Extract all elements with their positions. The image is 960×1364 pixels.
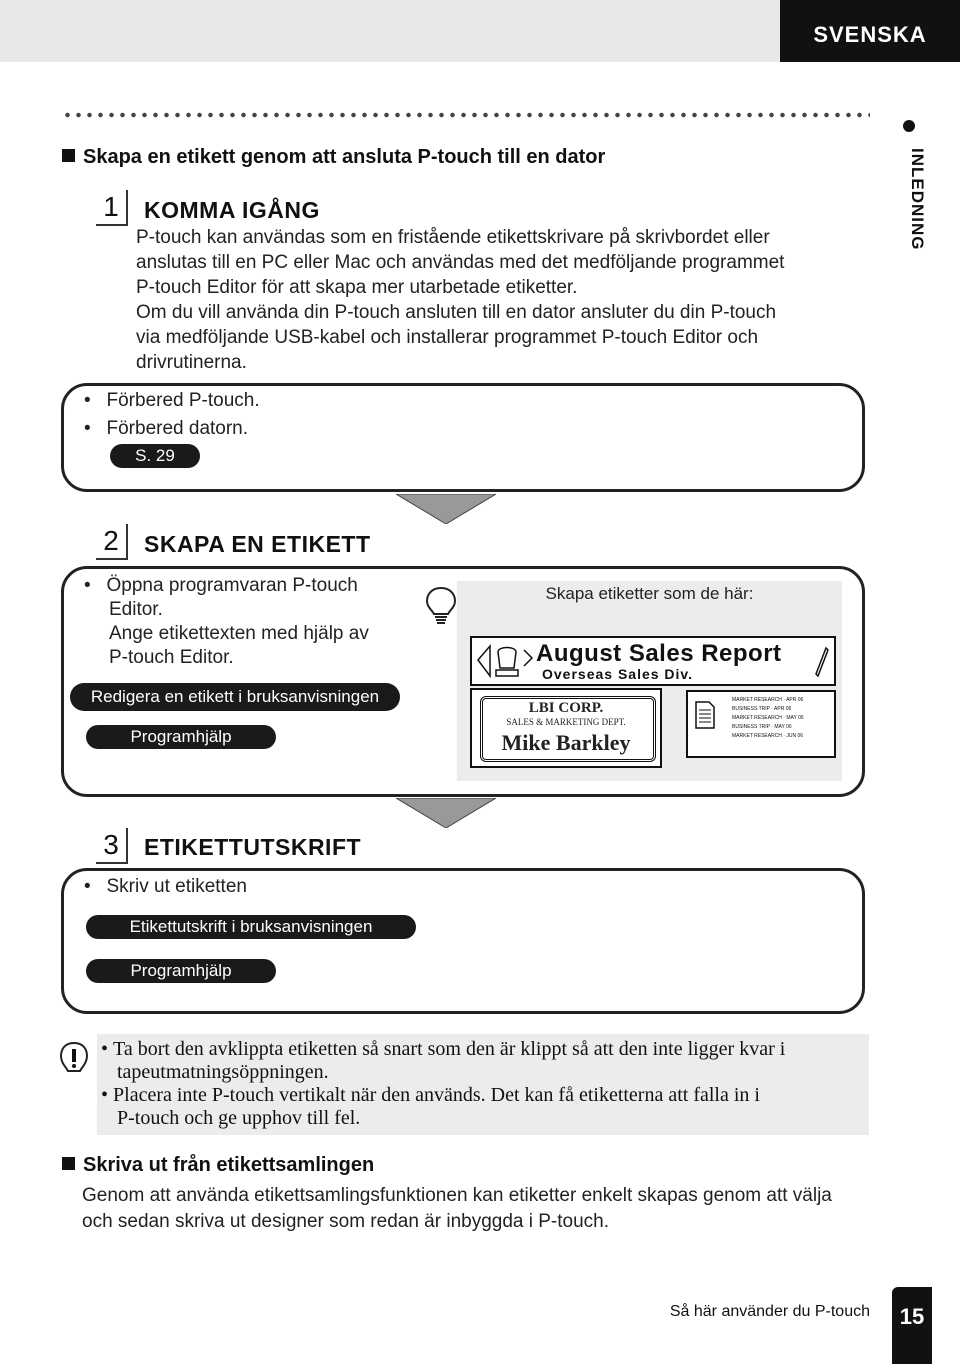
caution-item-cont: tapeutmatningsöppningen.: [117, 1061, 329, 1083]
sample-label-report: [470, 636, 836, 686]
step-number: 2: [96, 524, 128, 560]
text-line: drivrutinerna.: [136, 352, 247, 373]
sample-label-sub: Overseas Sales Div.: [542, 666, 694, 682]
file-label-row: MARKET RESEARCH · MAY 06: [732, 715, 804, 721]
square-bullet-icon: [62, 149, 75, 162]
text-line: via medföljande USB-kabel och installerar programmet P-touch Editor och: [136, 327, 759, 348]
file-label-rows: [732, 696, 804, 741]
side-tab-label: INLEDNING: [908, 148, 927, 251]
warning-icon: [58, 1041, 90, 1084]
section-title: Skapa en etikett genom att ansluta P-touch till en dator: [83, 146, 606, 168]
text-line: Om du vill använda din P-touch ansluten till en dator ansluter du din P-touch: [136, 302, 777, 323]
dotted-divider: [62, 111, 870, 119]
footer-title: Så här använder du P-touch: [669, 1303, 870, 1320]
section2-description: [82, 1183, 882, 1235]
sample-label-file: [686, 690, 836, 758]
help-ref-badge[interactable]: Programhjälp: [86, 725, 276, 749]
step-title: SKAPA EN ETIKETT: [144, 531, 371, 557]
page-number: 15: [892, 1287, 932, 1364]
manual-ref-badge[interactable]: Redigera en etikett i bruksanvisningen: [70, 683, 400, 711]
trophy-icon: [476, 642, 536, 680]
lightbulb-icon: [424, 586, 458, 631]
bullet-item: • Skriv ut etiketten: [84, 876, 247, 897]
caution-item-cont: P-touch och ge upphov till fel.: [117, 1107, 361, 1129]
nametag-name: Mike Barkley: [501, 730, 631, 755]
text-line: och sedan skriva ut designer som redan är inbyggda i P-touch.: [82, 1211, 610, 1232]
step1-description: [136, 225, 876, 375]
section-title: Skriva ut från etikettsamlingen: [83, 1154, 375, 1176]
section-heading-collection: [62, 1154, 374, 1177]
step-title: ETIKETTUTSKRIFT: [144, 834, 362, 860]
page-ref-badge[interactable]: S. 29: [110, 444, 200, 468]
file-label-row: MARKET RESEARCH · JUN 06: [732, 733, 804, 739]
file-label-row: BUSINESS TRIP · MAY 06: [732, 724, 792, 730]
flow-arrow: [396, 798, 496, 833]
bullet-item: • Förbered P-touch.: [84, 390, 260, 411]
nametag-company: LBI CORP.: [528, 700, 604, 716]
text-line: anslutas till en PC eller Mac och användas med det medföljande programmet: [136, 252, 785, 273]
text-line: P-touch kan användas som en fristående etikettskrivare på skrivbordet eller: [136, 227, 770, 248]
side-tab: [895, 120, 925, 280]
step-number: 1: [96, 190, 128, 226]
square-bullet-icon: [62, 1157, 75, 1170]
manual-ref-badge[interactable]: Etikettutskrift i bruksanvisningen: [86, 915, 416, 939]
sample-label-nametag: [470, 688, 662, 768]
text-line: P-touch Editor för att skapa mer utarbetade etiketter.: [136, 277, 578, 298]
caution-item: • Ta bort den avklippta etiketten så snart som den är klippt så att den inte ligger kvar i: [101, 1038, 786, 1060]
step-title: KOMMA IGÅNG: [144, 197, 320, 223]
language-tab: [0, 0, 960, 62]
file-label-row: BUSINESS TRIP · APR 06: [732, 706, 792, 712]
header-bar: [0, 0, 780, 62]
caution-box: [97, 1034, 869, 1135]
side-tab-bullet: [903, 120, 915, 132]
text-line: Genom att använda etikettsamlingsfunktionen kan etiketter enkelt skapas genom att välja: [82, 1185, 832, 1206]
help-ref-badge[interactable]: Programhjälp: [86, 959, 276, 983]
caution-item: • Placera inte P-touch vertikalt när den används. Det kan få etiketterna att falla in i: [101, 1084, 760, 1106]
language-label: SVENSKA: [780, 0, 960, 62]
bullet-item: • Förbered datorn.: [84, 418, 249, 439]
step-number: 3: [96, 828, 128, 864]
sample-label-main: August Sales Report: [536, 640, 782, 667]
tip-title: Skapa etiketter som de här:: [545, 584, 754, 603]
section-heading-connect: [62, 146, 605, 169]
document-icon: [694, 700, 716, 730]
file-label-row: MARKET RESEARCH · APR 06: [732, 697, 804, 703]
bullet-item: • Öppna programvaran P-touch Editor. Ange etikettexten med hjälp av P-touch Editor.: [84, 575, 369, 668]
flow-arrow: [396, 494, 496, 529]
nametag-dept: SALES & MARKETING DEPT.: [506, 717, 626, 727]
pen-icon: [812, 644, 830, 678]
